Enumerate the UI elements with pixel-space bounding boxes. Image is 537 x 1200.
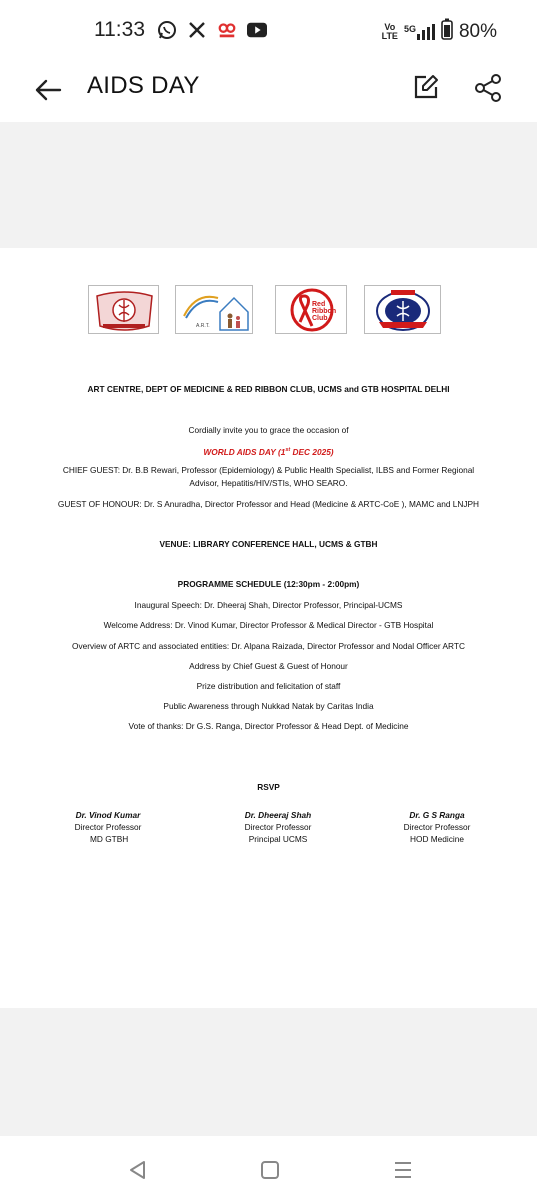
recents-menu-icon[interactable] <box>391 1158 415 1182</box>
event-title <box>0 445 537 458</box>
signatory-title: Director Professor <box>244 822 312 832</box>
schedule-item: Vote of thanks: Dr G.S. Ranga, Director Professor & Head Dept. of Medicine <box>128 721 409 731</box>
back-arrow-icon[interactable] <box>32 74 64 106</box>
signatory-name: Dr. Vinod Kumar <box>75 810 141 820</box>
back-triangle-icon[interactable] <box>126 1158 150 1182</box>
schedule-item: Overview of ARTC and associated entities: Dr. Alpana Raizada, Director Professor and Nodal Officer ARTC <box>72 641 465 651</box>
svg-text:Ribbon: Ribbon <box>312 308 337 315</box>
schedule-item: Address by Chief Guest & Guest of Honour <box>189 661 348 671</box>
network-type: 5G <box>403 23 416 34</box>
bottom-margin-area <box>0 1008 537 1136</box>
system-icons <box>382 18 497 45</box>
battery-percent: 80% <box>458 20 497 42</box>
svg-text:Club: Club <box>312 315 328 322</box>
ucms-logo <box>88 285 159 334</box>
gtb-hospital-logo <box>364 285 441 334</box>
home-square-icon[interactable] <box>258 1158 282 1182</box>
invitation-document[interactable] <box>0 248 537 1008</box>
event-title-prefix: WORLD AIDS DAY (1 <box>203 446 286 457</box>
network-signal-icon <box>404 24 435 40</box>
signatory-role: HOD Medicine <box>410 834 464 844</box>
rsvp-label: RSVP <box>257 782 280 792</box>
system-navigation-bar <box>0 1136 537 1200</box>
event-title-sup: st <box>285 447 291 453</box>
status-time: 11:33 <box>94 18 145 41</box>
signatory-name: Dr. G S Ranga <box>409 810 465 820</box>
venue: VENUE: LIBRARY CONFERENCE HALL, UCMS & GTBH <box>159 539 378 549</box>
svg-text:Red: Red <box>312 301 326 308</box>
signatory-role: Principal UCMS <box>248 834 308 844</box>
svg-text:A.R.T.: A.R.T. <box>196 323 210 329</box>
guest-of-honour: GUEST OF HONOUR: Dr. S Anuradha, Director Professor and Head (Medicine & ARTC-CoE ), MAMC and LNJPH <box>57 499 480 509</box>
whatsapp-icon <box>157 20 177 40</box>
signatory-3 <box>377 809 497 845</box>
signatory-title: Director Professor <box>403 822 471 832</box>
x-icon <box>187 20 207 40</box>
top-margin-area <box>0 122 537 248</box>
schedule-item: Inaugural Speech: Dr. Dheeraj Shah, Director Professor, Principal-UCMS <box>134 600 403 610</box>
volte-label: Vo LTE <box>381 21 398 41</box>
signatory-2 <box>218 809 338 845</box>
share-icon[interactable] <box>472 72 504 104</box>
art-centre-logo <box>175 285 253 334</box>
app-bar <box>0 62 537 122</box>
edit-icon[interactable] <box>411 72 441 102</box>
signatory-role: MD GTBH <box>90 834 129 844</box>
hood-icon <box>217 20 237 40</box>
page-title: AIDS DAY <box>87 72 200 99</box>
youtube-icon <box>247 20 267 40</box>
notification-icons <box>157 20 267 40</box>
red-ribbon-club-logo <box>275 285 347 334</box>
signatory-1 <box>48 809 168 845</box>
invite-line: Cordially invite you to grace the occasion of <box>188 425 349 435</box>
schedule-item: Public Awareness through Nukkad Natak by Caritas India <box>163 701 374 711</box>
battery-icon <box>441 18 453 45</box>
logo-row <box>88 285 443 335</box>
schedule-item: Prize distribution and felicitation of staff <box>196 681 341 691</box>
organizer-heading: ART CENTRE, DEPT OF MEDICINE & RED RIBBON CLUB, UCMS and GTB HOSPITAL DELHI <box>87 384 450 394</box>
signatory-title: Director Professor <box>74 822 142 832</box>
schedule-title: PROGRAMME SCHEDULE (12:30pm - 2:00pm) <box>177 579 360 589</box>
chief-guest-line-2: Advisor, Hepatitis/HIV/STIs, WHO SEARO. <box>189 478 348 488</box>
schedule-item: Welcome Address: Dr. Vinod Kumar, Director Professor & Medical Director - GTB Hospital <box>103 620 434 630</box>
signatory-name: Dr. Dheeraj Shah <box>244 810 312 820</box>
event-title-suffix: DEC 2025) <box>290 446 334 457</box>
status-bar <box>0 0 537 62</box>
chief-guest-line-1: CHIEF GUEST: Dr. B.B Rewari, Professor (Epidemiology) & Public Health Specialist, ILBS and Former Regional <box>62 465 475 475</box>
